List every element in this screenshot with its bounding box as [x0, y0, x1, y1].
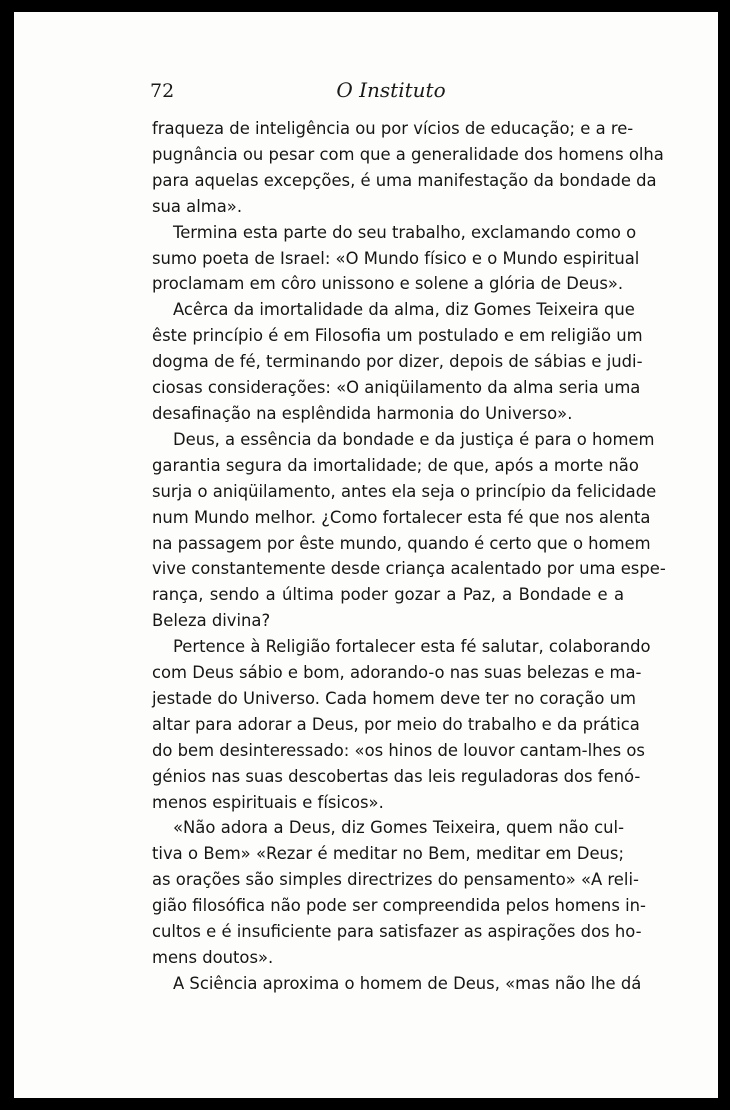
- text-line: na passagem por êste mundo, quando é certo que o homem: [152, 533, 651, 553]
- text-line: A Sciência aproxima o homem de Deus, «mas não lhe dá: [173, 973, 642, 993]
- text-line: cultos e é insuficiente para satisfazer as aspirações dos ho-: [152, 922, 642, 942]
- text-line: Beleza divina?: [152, 611, 271, 631]
- paragraph: [152, 116, 664, 220]
- page-header: [150, 76, 632, 108]
- text-line: ciosas considerações: «O aniqüilamento da alma seria uma: [152, 378, 641, 398]
- text-line: fraqueza de inteligência ou por vícios de educação; e a re-: [152, 119, 634, 138]
- text-line: sumo poeta de Israel: «O Mundo físico e o Mundo espiritual: [152, 248, 640, 268]
- paragraph: [152, 815, 646, 970]
- text-line: vive constantemente desde criança acalentado por uma espe-: [152, 559, 666, 579]
- text-line: sua alma».: [152, 196, 243, 216]
- text-line: génios nas suas descobertas das leis reguladoras dos fenó-: [152, 766, 641, 786]
- text-line: Deus, a essência da bondade e da justiça é para o homem: [173, 429, 655, 449]
- text-line: desafinação na esplêndida harmonia do Universo».: [152, 403, 573, 423]
- text-line: rança, sendo a última poder gozar a Paz, a Bondade e a: [152, 585, 624, 605]
- paragraph: [152, 634, 651, 815]
- text-line: «Não adora a Deus, diz Gomes Teixeira, quem não cul-: [173, 818, 624, 838]
- text-line: surja o aniqüilamento, antes ela seja o princípio da felicidade: [152, 481, 657, 501]
- text-line: gião filosófica não pode ser compreendida pelos homens in-: [152, 896, 646, 916]
- text-line: garantia segura da imortalidade; de que, após a morte não: [152, 455, 639, 475]
- text-line: do bem desinteressado: «os hinos de louvor cantam-lhes os: [152, 740, 645, 760]
- text-line: proclamam em côro unissono e solene a glória de Deus».: [152, 274, 624, 294]
- book-page: [14, 12, 718, 1098]
- page-number: 72: [150, 80, 175, 102]
- text-line: as orações são simples directrizes do pensamento» «A reli-: [152, 870, 639, 890]
- text-line: para aquelas excepções, é uma manifestação da bondade da: [152, 170, 657, 190]
- text-line: Termina esta parte do seu trabalho, exclamando como o: [173, 222, 637, 242]
- running-title: O Instituto: [336, 78, 446, 102]
- text-line: mens doutos».: [152, 948, 274, 967]
- text-line: Acêrca da imortalidade da alma, diz Gomes Teixeira que: [173, 300, 635, 320]
- paragraph: [152, 220, 640, 298]
- text-line: êste princípio é em Filosofia um postulado e em religião um: [152, 326, 643, 346]
- paragraph: [152, 297, 643, 427]
- text-line: altar para adorar a Deus, por meio do trabalho e da prática: [152, 714, 640, 734]
- body-text: [152, 116, 666, 997]
- text-line: menos espirituais e físicos».: [152, 792, 384, 812]
- text-line: dogma de fé, terminando por dizer, depois de sábias e judi-: [152, 352, 643, 372]
- text-line: com Deus sábio e bom, adorando-o nas suas belezas e ma-: [152, 663, 642, 683]
- text-line: Pertence à Religião fortalecer esta fé salutar, colaborando: [173, 637, 651, 657]
- text-line: jestade do Universo. Cada homem deve ter no coração um: [152, 688, 636, 708]
- text-line: tiva o Bem» «Rezar é meditar no Bem, meditar em Deus;: [152, 844, 624, 864]
- text-line: num Mundo melhor. ¿Como fortalecer esta fé que nos alenta: [152, 507, 651, 527]
- paragraph: [152, 971, 642, 997]
- paragraph: [152, 427, 666, 634]
- text-line: pugnância ou pesar com que a generalidade dos homens olha: [152, 144, 664, 164]
